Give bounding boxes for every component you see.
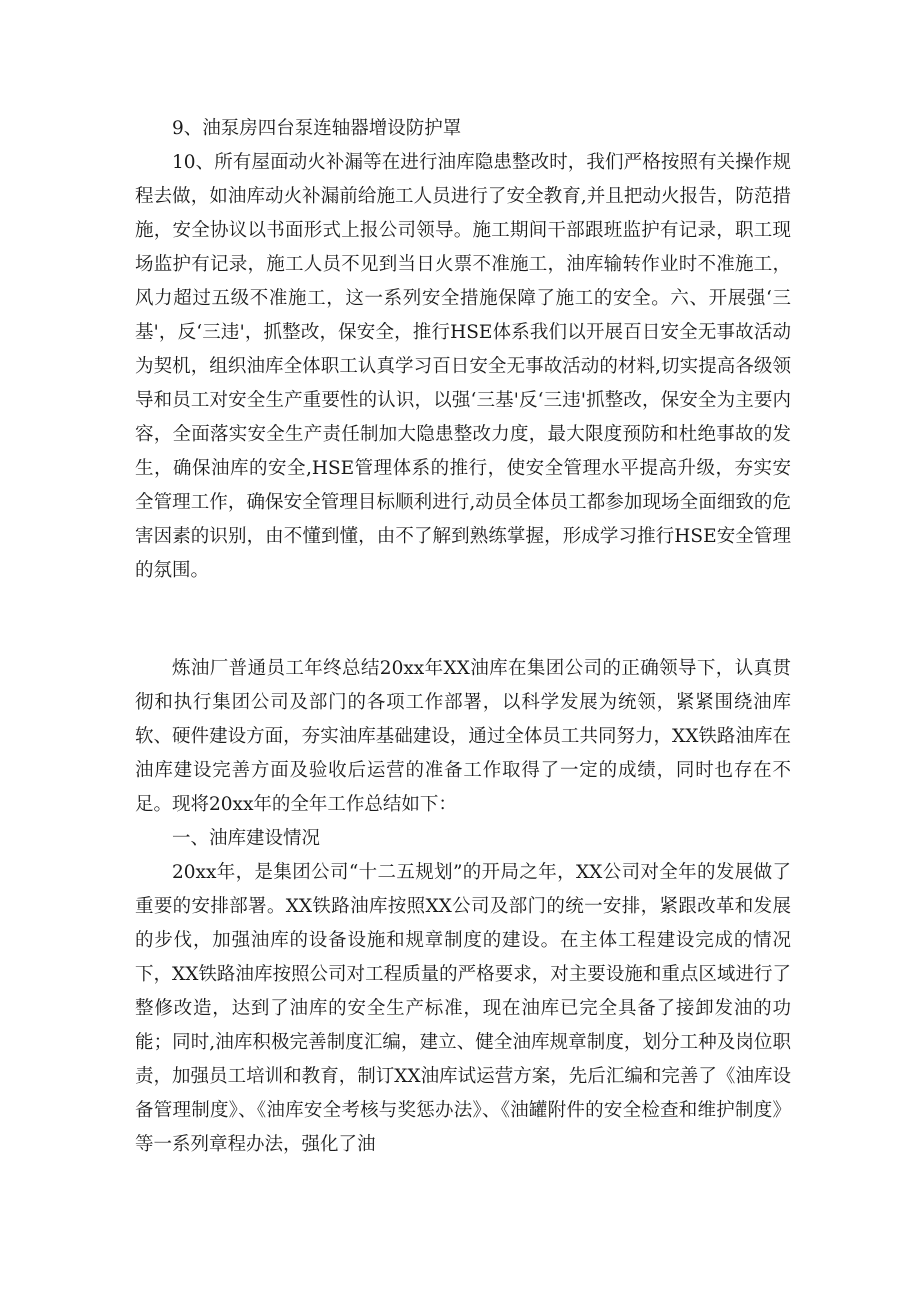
list-item-9: 9、油泵房四台泵连轴器增设防护罩 bbox=[172, 118, 462, 139]
section-safety-measures bbox=[135, 112, 791, 588]
section-heading: 一、油库建设情况 bbox=[172, 828, 321, 849]
summary-body-paragraph: 20xx年，是集团公司“十二五规划”的开局之年，XX公司对全年的发展做了重要的安排部署。XX铁路油库按照XX公司及部门的统一安排，紧跟改革和发展的步伐，加强油库的设备设施和规章制度的建设。在主体工程建设完成的情况下，XX铁路油库按照公司对工程质量的严格要求，对主要设施和重点区域进行了整修改造，达到了油库的安全生产标准，现在油库已完全具备了接卸发油的功能；同时,油库积极完善制度汇编，建立、健全油库规章制度，划分工种及岗位职责，加强员工培训和教育，制订XX油库试运营方案，先后汇编和完善了《油库设备管理制度》、《油库安全考核与奖惩办法》、《油罐附件的安全检查和维护制度》等一系列章程办法，强化了油 bbox=[135, 862, 791, 1155]
summary-intro-paragraph: 炼油厂普通员工年终总结20xx年XX油库在集团公司的正确领导下，认真贯彻和执行集团公司及部门的各项工作部署，以科学发展为统领，紧紧围绕油库软、硬件建设方面，夯实油库基础建设，通过全体员工共同努力，XX铁路油库在油库建设完善方面及验收后运营的准备工作取得了一定的成绩，同时也存在不足。现将20xx年的全年工作总结如下： bbox=[135, 658, 791, 815]
list-item-10: 10、所有屋面动火补漏等在进行油库隐患整改时，我们严格按照有关操作规程去做，如油库动火补漏前给施工人员进行了安全教育,并且把动火报告，防范措施，安全协议以书面形式上报公司领导。施工期间干部跟班监护有记录，职工现场监护有记录，施工人员不见到当日火票不准施工，油库输转作业时不准施工，风力超过五级不准施工，这一系列安全措施保障了施工的安全。六、开展强‘三基'，反‘三违'，抓整改，保安全，推行HSE体系我们以开展百日安全无事故活动为契机，组织油库全体职工认真学习百日安全无事故活动的材料,切实提高各级领导和员工对安全生产重要性的认识，以强‘三基'反‘三违'抓整改，保安全为主要内容，全面落实安全生产责任制加大隐患整改力度，最大限度预防和杜绝事故的发生，确保油库的安全,HSE管理体系的推行，使安全管理水平提高升级，夯实安全管理工作，确保安全管理目标顺利进行,动员全体员工都参加现场全面细致的危害因素的识别，由不懂到懂，由不了解到熟练掌握，形成学习推行HSE安全管理的氛围。 bbox=[135, 152, 791, 581]
section-annual-summary bbox=[135, 652, 791, 1162]
